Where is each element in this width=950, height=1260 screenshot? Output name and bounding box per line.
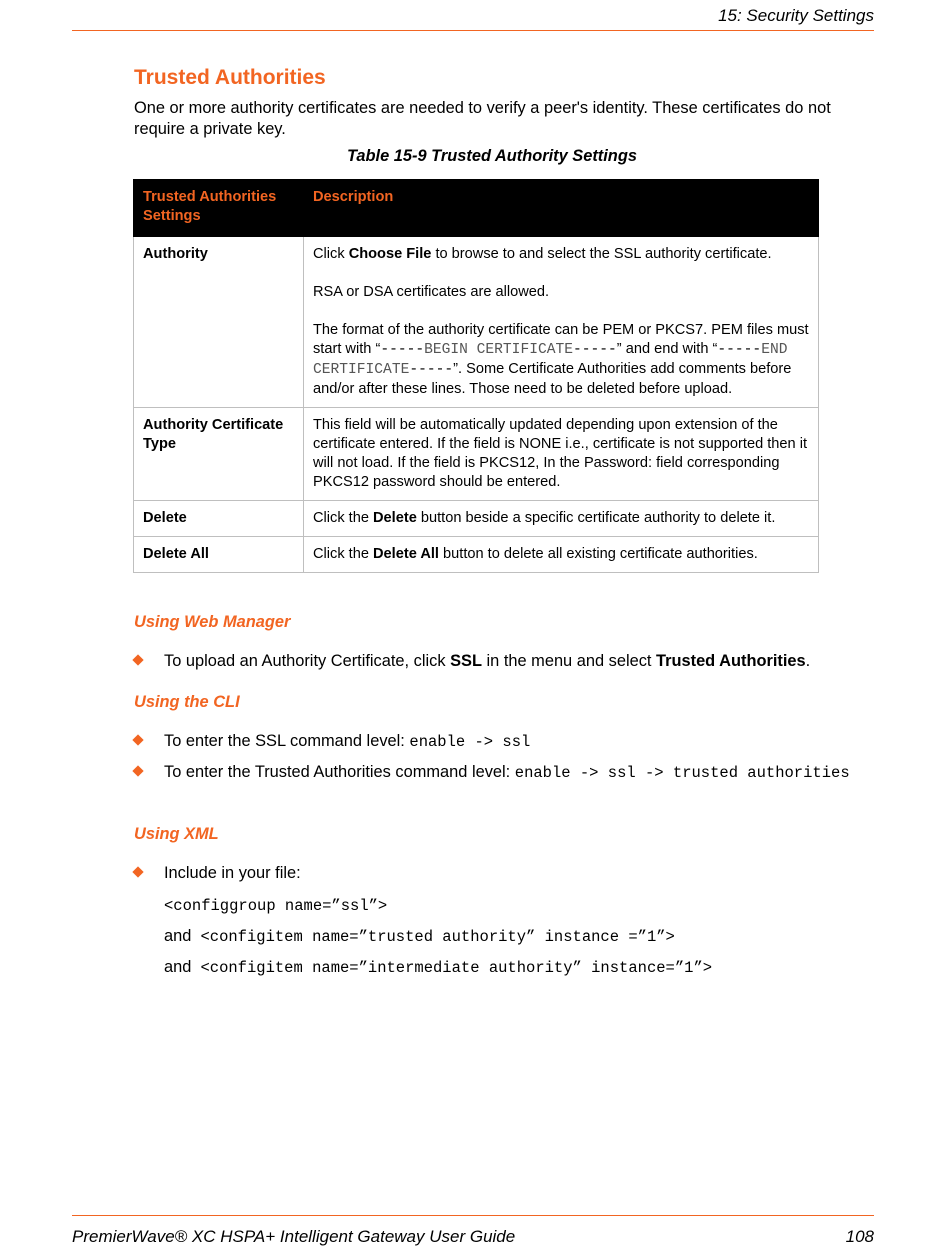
bullet-diamond-icon — [132, 654, 143, 665]
cli-command: enable -> ssl — [409, 733, 531, 751]
description-paragraph: RSA or DSA certificates are allowed. — [313, 284, 550, 300]
xml-heading: Using XML — [134, 825, 219, 843]
xml-line — [164, 896, 387, 915]
page-number: 108 — [845, 1227, 874, 1246]
page-header — [72, 6, 874, 31]
dashes: ----- — [717, 342, 762, 358]
setting-description — [304, 537, 819, 573]
setting-description — [304, 237, 819, 408]
and-label: and — [164, 927, 192, 945]
text-run: button beside a specific certificate authority to delete it. — [416, 510, 776, 526]
bullet-text — [164, 651, 864, 672]
text-run: To enter the Trusted Authorities command level: — [164, 763, 515, 781]
setting-name: Delete All — [134, 537, 304, 573]
xml-code: <configitem name=”trusted authority” instance =”1”> — [200, 928, 675, 946]
text-run: . — [805, 652, 811, 670]
dashes: ----- — [409, 362, 454, 378]
setting-description — [304, 501, 819, 537]
table-row — [134, 501, 819, 537]
table-header-row — [134, 180, 819, 237]
end-certificate-marker: END CERTIFICATE — [313, 342, 788, 378]
list-item — [134, 762, 864, 784]
table-row — [134, 408, 819, 501]
description-paragraph — [313, 245, 809, 264]
setting-name: Authority Certificate Type — [134, 408, 304, 501]
trusted-authority-settings-table — [133, 179, 819, 573]
choose-file-label: Choose File — [348, 246, 432, 262]
setting-description: This field will be automatically updated depending upon extension of the certificate entered. If the field is NONE i.e., certificate is not supported then it will not load. If the field is PKCS12, In the Password: field corresponding PKCS12 password should be entered. — [304, 408, 819, 501]
column-header-settings: Trusted Authorities Settings — [134, 180, 304, 237]
bullet-diamond-icon — [132, 765, 143, 776]
bullet-diamond-icon — [132, 734, 143, 745]
dashes: ----- — [380, 342, 425, 358]
column-header-description: Description — [304, 180, 819, 237]
xml-line — [164, 958, 712, 977]
cli-command: enable -> ssl -> trusted authorities — [514, 764, 850, 782]
xml-line — [164, 927, 675, 946]
text-run: to browse to and select the SSL authority certificate. — [431, 246, 772, 262]
begin-certificate-marker: BEGIN CERTIFICATE — [424, 342, 573, 358]
bullet-text: Include in your file: — [164, 864, 301, 882]
list-item — [134, 731, 864, 753]
ssl-label: SSL — [450, 652, 482, 670]
xml-code: <configitem name=”intermediate authority” instance=”1”> — [200, 959, 713, 977]
text-run: The format of the authority certificate can be PEM or PKCS7. PEM files must start with “ — [313, 322, 809, 357]
text-run: ” and end with “ — [616, 341, 718, 357]
list-item — [134, 863, 864, 884]
text-run: Click — [313, 246, 349, 262]
delete-label: Delete — [373, 510, 417, 526]
dashes: ----- — [573, 342, 617, 358]
text-run: Click the — [313, 510, 374, 526]
document-title: PremierWave® XC HSPA+ Intelligent Gateway User Guide — [72, 1227, 516, 1246]
cli-heading: Using the CLI — [134, 693, 240, 711]
chapter-title: 15: Security Settings — [718, 6, 874, 25]
list-item — [134, 651, 864, 672]
setting-name: Delete — [134, 501, 304, 537]
bullet-text — [164, 762, 864, 784]
text-run: To enter the SSL command level: — [164, 732, 410, 750]
web-manager-heading: Using Web Manager — [134, 613, 291, 631]
bullet-diamond-icon — [132, 866, 143, 877]
text-run: in the menu and select — [481, 652, 656, 670]
table-row — [134, 237, 819, 408]
bullet-text — [164, 731, 864, 753]
text-run: Click the — [313, 546, 374, 562]
setting-name: Authority — [134, 237, 304, 408]
trusted-authorities-label: Trusted Authorities — [656, 652, 806, 670]
text-run: button to delete all existing certificate authorities. — [438, 546, 758, 562]
text-run: To upload an Authority Certificate, click — [164, 652, 451, 670]
section-intro: One or more authority certificates are needed to verify a peer's identity. These certificates do not require a private key. — [134, 99, 831, 138]
table-row — [134, 537, 819, 573]
description-paragraph — [313, 321, 809, 399]
xml-code: <configgroup name=”ssl”> — [164, 897, 388, 915]
delete-all-label: Delete All — [373, 546, 439, 562]
section-title: Trusted Authorities — [134, 66, 326, 89]
table-caption: Table 15-9 Trusted Authority Settings — [347, 147, 637, 165]
and-label: and — [164, 958, 192, 976]
text-run: ”. Some Certificate Authorities add comments before and/or after these lines. Those need to be deleted before upload. — [313, 361, 792, 397]
page-footer — [72, 1215, 874, 1256]
